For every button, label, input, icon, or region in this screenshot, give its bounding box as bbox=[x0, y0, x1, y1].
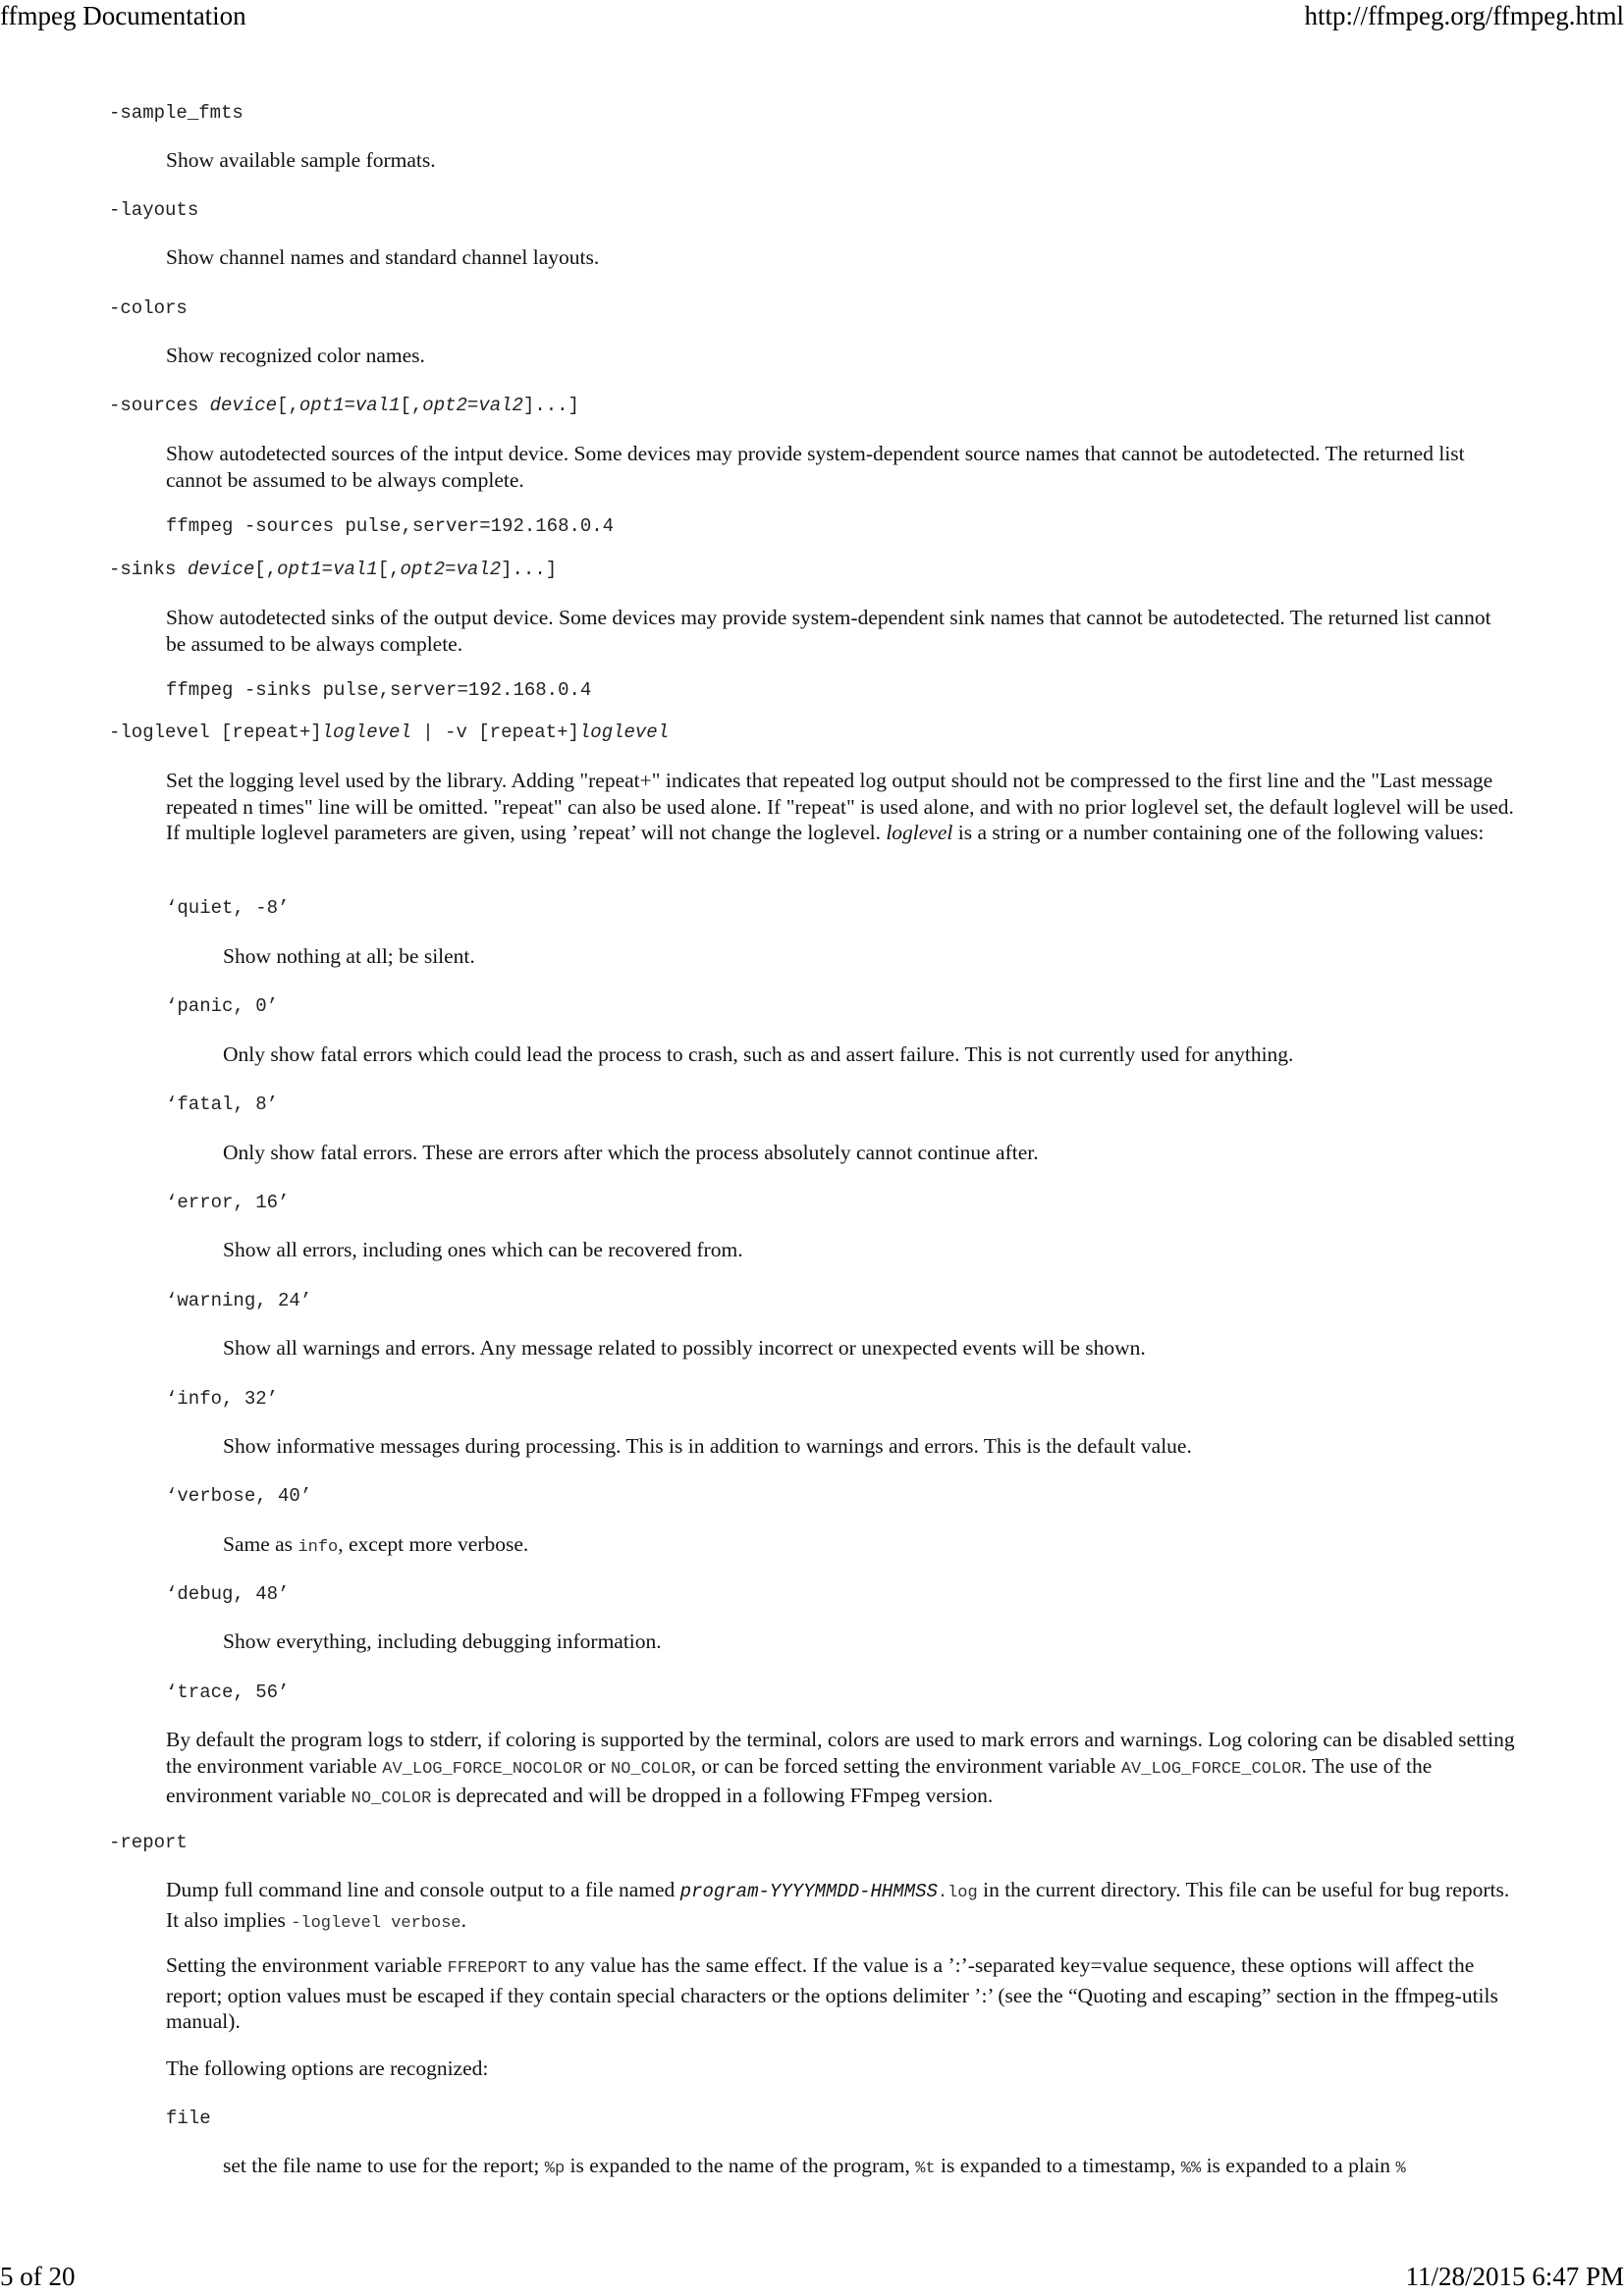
option-sample-fmts: -sample_fmts bbox=[109, 102, 244, 124]
level-panic-desc: Only show fatal errors which could lead the process to crash, such as and assert failure. This is not currently used for anything. bbox=[223, 1042, 1294, 1066]
option-layouts: -layouts bbox=[109, 199, 199, 221]
option-colors: -colors bbox=[109, 297, 188, 319]
level-fatal-key: ‘fatal, 8’ bbox=[166, 1094, 279, 1115]
level-info-desc: Show informative messages during processing. This is in addition to warnings and errors. This is the default value. bbox=[223, 1434, 1192, 1458]
level-debug-key: ‘debug, 48’ bbox=[166, 1583, 290, 1605]
desc-layouts: Show channel names and standard channel layouts. bbox=[166, 245, 600, 269]
option-report: -report bbox=[109, 1832, 188, 1853]
option-sinks: -sinks device[,opt1=val1[,opt2=val2]...] bbox=[109, 559, 558, 580]
level-verbose-desc: Same as info, except more verbose. bbox=[223, 1532, 529, 1557]
desc-sinks: Show autodetected sinks of the output device. Some devices may provide system-dependent sink names that cannot be autodetected. The returned list cannot be assumed to be always complete. bbox=[166, 606, 1491, 656]
footer-datetime: 11/28/2015 6:47 PM bbox=[1405, 2262, 1624, 2291]
level-fatal-desc: Only show fatal errors. These are errors after which the process absolutely cannot continue after. bbox=[223, 1141, 1039, 1164]
level-error-key: ‘error, 16’ bbox=[166, 1192, 290, 1213]
level-error-desc: Show all errors, including ones which can be recovered from. bbox=[223, 1238, 743, 1261]
desc-sources: Show autodetected sources of the intput device. Some devices may provide system-dependent source names that cannot be autodetected. The returned list cannot be assumed to be always complete. bbox=[166, 442, 1465, 492]
footer-page-number: 5 of 20 bbox=[0, 2262, 76, 2291]
level-quiet-desc: Show nothing at all; be silent. bbox=[223, 944, 475, 968]
example-sources: ffmpeg -sources pulse,server=192.168.0.4 bbox=[166, 515, 615, 537]
desc-loglevel: Set the logging level used by the library. Adding "repeat+" indicates that repeated log output should not be compressed to the first line and the "Last message repeated n times" line will be omitted. "repeat" can also be used alone. If "repeat" is used alone, and with no prior loglevel set, the default loglevel will be used. If multiple loglevel parameters are given, using ’repeat’ will not change the loglevel. loglevel is a string or a number containing one of the following values: bbox=[166, 769, 1514, 844]
desc-report-options-intro: The following options are recognized: bbox=[166, 2056, 489, 2080]
option-file: file bbox=[166, 2108, 211, 2129]
desc-log-coloring: By default the program logs to stderr, if coloring is supported by the terminal, colors are used to mark errors and warnings. Log coloring can be disabled setting the environment variable AV_LOG_FORCE_NOCOLOR or NO_COLOR, or can be forced setting the environment variable AV_LOG_FORCE_COLOR. The use of the environment variable NO_COLOR is deprecated and will be dropped in a following FFmpeg version. bbox=[166, 1728, 1515, 1808]
desc-report: Dump full command line and console output to a file named program-YYYYMMDD-HHMMSS.log in the current directory. This file can be useful for bug reports. It also implies -loglevel verbose. bbox=[166, 1878, 1510, 1933]
level-quiet-key: ‘quiet, -8’ bbox=[166, 897, 290, 919]
desc-colors: Show recognized color names. bbox=[166, 344, 425, 367]
option-sources: -sources device[,opt1=val1[,opt2=val2]...] bbox=[109, 395, 579, 416]
example-sinks: ffmpeg -sinks pulse,server=192.168.0.4 bbox=[166, 679, 592, 701]
level-warning-desc: Show all warnings and errors. Any message related to possibly incorrect or unexpected events will be shown. bbox=[223, 1336, 1146, 1360]
level-trace-key: ‘trace, 56’ bbox=[166, 1682, 290, 1703]
level-debug-desc: Show everything, including debugging information. bbox=[223, 1629, 662, 1653]
desc-file: set the file name to use for the report; %p is expanded to the name of the program, %t is expanded to a timestamp, %% is expanded to a plain % bbox=[223, 2154, 1406, 2178]
header-url: http://ffmpeg.org/ffmpeg.html bbox=[1304, 1, 1624, 30]
level-panic-key: ‘panic, 0’ bbox=[166, 995, 279, 1017]
level-verbose-key: ‘verbose, 40’ bbox=[166, 1485, 312, 1507]
desc-ffreport: Setting the environment variable FFREPORT to any value has the same effect. If the value is a ’:’-separated key=value sequence, these options will affect the report; option values must be escaped if they contain special characters or the options delimiter ’:’ (see the “Quoting and escaping” section in the ffmpeg-utils manual). bbox=[166, 1953, 1498, 2033]
header-doc-title: ffmpeg Documentation bbox=[0, 1, 246, 30]
level-warning-key: ‘warning, 24’ bbox=[166, 1290, 312, 1311]
desc-sample-fmts: Show available sample formats. bbox=[166, 148, 436, 172]
option-loglevel: -loglevel [repeat+]loglevel | -v [repeat+]loglevel bbox=[109, 721, 670, 743]
level-info-key: ‘info, 32’ bbox=[166, 1388, 279, 1410]
